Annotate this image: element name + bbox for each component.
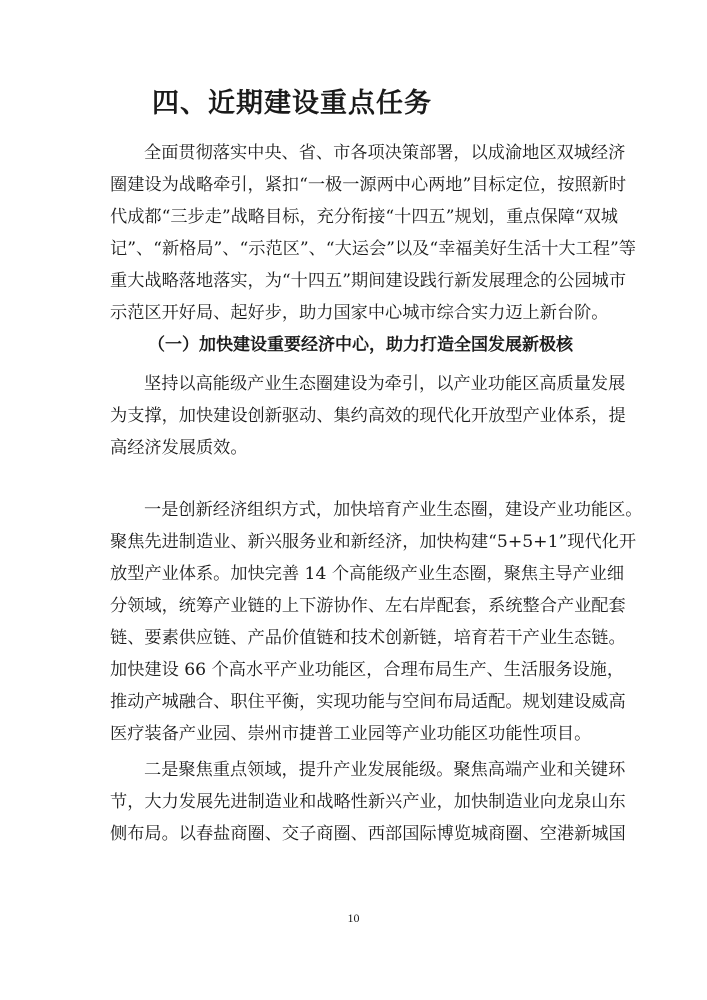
- paragraph-line: 加快建设 66 个高水平产业功能区，合理布局生产、生活服务设施，: [110, 660, 625, 680]
- paragraph-line: 分领域，统筹产业链的上下游协作、左右岸配套，系统整合产业配套: [110, 596, 626, 616]
- paragraph-line: 推动产城融合、职住平衡，实现功能与空间布局适配。规划建设威高: [110, 692, 626, 712]
- paragraph-line: 全面贯彻落实中央、省、市各项决策部署，以成渝地区双城经济: [144, 143, 626, 163]
- page-number: 10: [347, 911, 360, 925]
- paragraph-line: 聚焦先进制造业、新兴服务业和新经济，加快构建“5+5+1”现代化开: [110, 532, 637, 552]
- paragraph-line: 示范区开好局、起好步，助力国家中心城市综合实力迈上新台阶。: [110, 303, 609, 323]
- paragraph-line: 节，大力发展先进制造业和战略性新兴产业，加快制造业向龙泉山东: [110, 792, 626, 812]
- paragraph-line: 重大战略落地落实，为“十四五”期间建设践行新发展理念的公园城市: [110, 271, 627, 291]
- paragraph-line: 一是创新经济组织方式，加快培育产业生态圈，建设产业功能区。: [144, 500, 643, 520]
- paragraph-line: 圈建设为战略牵引，紧扣“一极一源两中心两地”目标定位，按照新时: [110, 175, 627, 195]
- paragraph-line: 为支撑，加快建设创新驱动、集约高效的现代化开放型产业体系，提: [110, 406, 626, 426]
- paragraph-line: 代成都“三步走”战略目标，充分衔接“十四五”规划，重点保障“双城: [110, 207, 618, 227]
- section-heading: 四、近期建设重点任务: [152, 88, 432, 119]
- paragraph-line: 放型产业体系。加快完善 14 个高能级产业生态圈，聚焦主导产业细: [110, 564, 625, 584]
- paragraph-line: 侧布局。以春盐商圈、交子商圈、西部国际博览城商圈、空港新城国: [110, 824, 626, 844]
- paragraph-line: 链、要素供应链、产品价值链和技术创新链，培育若干产业生态链。: [110, 628, 626, 648]
- paragraph-line: 高经济发展质效。: [110, 438, 248, 458]
- paragraph-line: 二是聚焦重点领域，提升产业发展能级。聚焦高端产业和关键环: [144, 760, 626, 780]
- paragraph-line: 坚持以高能级产业生态圈建设为牵引，以产业功能区高质量发展: [144, 374, 626, 394]
- paragraph-line: 记”、“新格局”、“示范区”、“大运会”以及“幸福美好生活十大工程”等: [110, 239, 636, 259]
- paragraph-line: 医疗装备产业园、崇州市捷普工业园等产业功能区功能性项目。: [110, 724, 592, 744]
- subsection-heading: （一）加快建设重要经济中心，助力打造全国发展新极核: [148, 335, 573, 355]
